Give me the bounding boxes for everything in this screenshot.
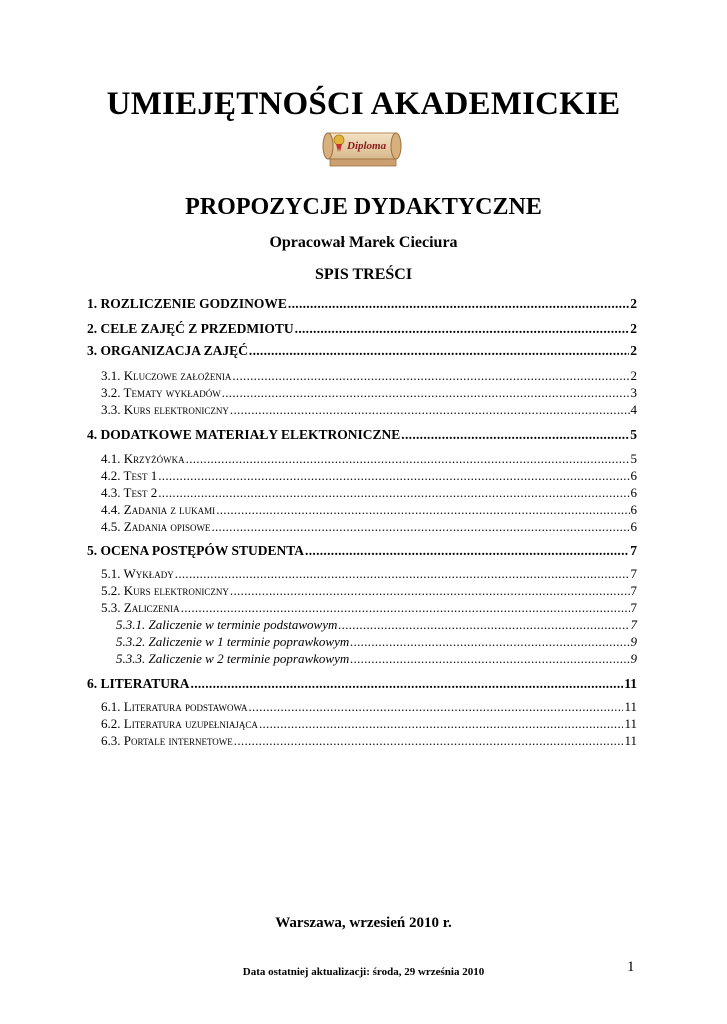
toc-entry-page: 7 [630, 617, 637, 632]
toc-entry-label: 5.3. Zaliczenia [101, 600, 180, 615]
toc-entry-page: 6 [630, 485, 637, 500]
page-number: 1 [627, 959, 635, 975]
toc-entry-page: 11 [624, 733, 637, 748]
toc-entry-label: 5.3.3. Zaliczenie w 2 terminie poprawkowym [116, 651, 350, 666]
toc-leader-dots [222, 385, 630, 401]
toc-entry-page: 5 [630, 451, 637, 466]
toc-leader-dots [181, 600, 630, 616]
diploma-scroll-image [322, 127, 402, 169]
toc-entry-page: 11 [624, 699, 637, 714]
toc-leader-dots [295, 321, 630, 337]
toc-entry[interactable] [87, 676, 637, 692]
toc-leader-dots [249, 343, 629, 359]
toc-entry-label: 3.2. Tematy wykładów [101, 385, 221, 400]
toc-entry[interactable] [101, 699, 637, 715]
toc-leader-dots [232, 368, 629, 384]
toc-entry-page: 11 [624, 716, 637, 731]
toc-entry-label: 4.4. Zadania z lukami [101, 502, 216, 517]
toc-entry[interactable] [101, 368, 637, 384]
document-subtitle: PROPOZYCJE DYDAKTYCZNE [185, 194, 542, 220]
toc-entry-page: 5 [630, 427, 637, 442]
toc-heading: SPIS TREŚCI [314, 266, 413, 283]
city-date: Warszawa, wrzesień 2010 r. [275, 915, 452, 931]
toc-entry[interactable] [101, 402, 637, 418]
toc-entry[interactable] [101, 385, 637, 401]
toc-entry-page: 6 [630, 519, 637, 534]
toc-leader-dots [216, 502, 629, 518]
toc-leader-dots [288, 296, 629, 312]
toc-entry[interactable] [87, 427, 637, 443]
toc-entry[interactable] [101, 519, 637, 535]
toc-entry[interactable] [116, 634, 637, 650]
toc-leader-dots [186, 451, 630, 467]
toc-entry-page: 7 [630, 566, 637, 581]
toc-leader-dots [158, 468, 629, 484]
document-title: UMIEJĘTNOŚCI AKADEMICKIE [106, 86, 621, 122]
toc-entry-page: 2 [630, 343, 637, 358]
toc-entry-label: 5.1. Wykłady [101, 566, 174, 581]
toc-entry-page: 9 [630, 651, 637, 666]
toc-entry-page: 3 [630, 385, 637, 400]
toc-entry[interactable] [116, 651, 637, 667]
toc-entry-label: 6.2. Literatura uzupełniająca [101, 716, 258, 731]
toc-entry-label: 5. OCENA POSTĘPÓW STUDENTA [87, 543, 305, 558]
toc-entry-label: 6.3. Portale internetowe [101, 733, 233, 748]
toc-entry-label: 6. LITERATURA [87, 676, 190, 691]
toc-leader-dots [234, 733, 624, 749]
toc-leader-dots [230, 402, 630, 418]
toc-entry[interactable] [101, 566, 637, 582]
toc-entry-page: 4 [630, 402, 637, 417]
toc-leader-dots [175, 566, 630, 582]
toc-entry-label: 4.2. Test 1 [101, 468, 158, 483]
toc-entry[interactable] [101, 451, 637, 467]
toc-entry[interactable] [101, 733, 637, 749]
toc-entry-page: 6 [630, 468, 637, 483]
toc-entry-page: 2 [630, 321, 637, 336]
toc-entry-page: 7 [630, 583, 637, 598]
toc-entry[interactable] [101, 502, 637, 518]
toc-entry-label: 1. ROZLICZENIE GODZINOWE [87, 296, 287, 311]
toc-leader-dots [230, 583, 630, 599]
toc-leader-dots [191, 676, 624, 692]
toc-entry[interactable] [101, 583, 637, 599]
toc-entry[interactable] [87, 543, 637, 559]
toc-entry-page: 2 [630, 296, 637, 311]
toc-entry-label: 4.3. Test 2 [101, 485, 158, 500]
toc-leader-dots [249, 699, 624, 715]
toc-entry-label: 2. CELE ZAJĘĆ Z PRZEDMIOTU [87, 321, 294, 336]
document-author: Opracował Marek Cieciura [269, 234, 458, 251]
diploma-lettering: Diploma [347, 140, 387, 152]
toc-entry-page: 9 [630, 634, 637, 649]
toc-entry[interactable] [87, 296, 637, 312]
toc-entry-label: 6.1. Literatura podstawowa [101, 699, 248, 714]
toc-entry-label: 3. ORGANIZACJA ZAJĘĆ [87, 343, 248, 358]
toc-leader-dots [305, 543, 629, 559]
toc-entry[interactable] [87, 321, 637, 337]
toc-entry-page: 7 [630, 600, 637, 615]
toc-entry-label: 5.3.1. Zaliczenie w terminie podstawowym [116, 617, 338, 632]
toc-entry-label: 4.5. Zadania opisowe [101, 519, 211, 534]
toc-leader-dots [211, 519, 629, 535]
toc-leader-dots [259, 716, 624, 732]
toc-entry-label: 5.2. Kurs elektroniczny [101, 583, 229, 598]
toc-entry[interactable] [116, 617, 637, 633]
toc-entry-page: 2 [630, 368, 637, 383]
toc-entry[interactable] [87, 343, 637, 359]
toc-leader-dots [338, 617, 629, 633]
toc-entry-label: 5.3.2. Zaliczenie w 1 terminie poprawkowym [116, 634, 350, 649]
toc-entry[interactable] [101, 468, 637, 484]
toc-leader-dots [350, 651, 629, 667]
last-update-note: Data ostatniej aktualizacji: środa, 29 września 2010 [242, 966, 485, 978]
toc-entry[interactable] [101, 600, 637, 616]
toc-entry-label: 3.1. Kluczowe założenia [101, 368, 232, 383]
toc-entry[interactable] [101, 716, 637, 732]
toc-entry-page: 11 [624, 676, 637, 691]
toc-entry-page: 6 [630, 502, 637, 517]
toc-leader-dots [350, 634, 629, 650]
toc-leader-dots [158, 485, 629, 501]
toc-entry-label: 3.3. Kurs elektroniczny [101, 402, 229, 417]
toc-entry[interactable] [101, 485, 637, 501]
toc-entry-label: 4.1. Krzyżówka [101, 451, 185, 466]
toc-entry-label: 4. DODATKOWE MATERIAŁY ELEKTRONICZNE [87, 427, 401, 442]
toc-entry-page: 7 [630, 543, 637, 558]
toc-leader-dots [401, 427, 629, 443]
